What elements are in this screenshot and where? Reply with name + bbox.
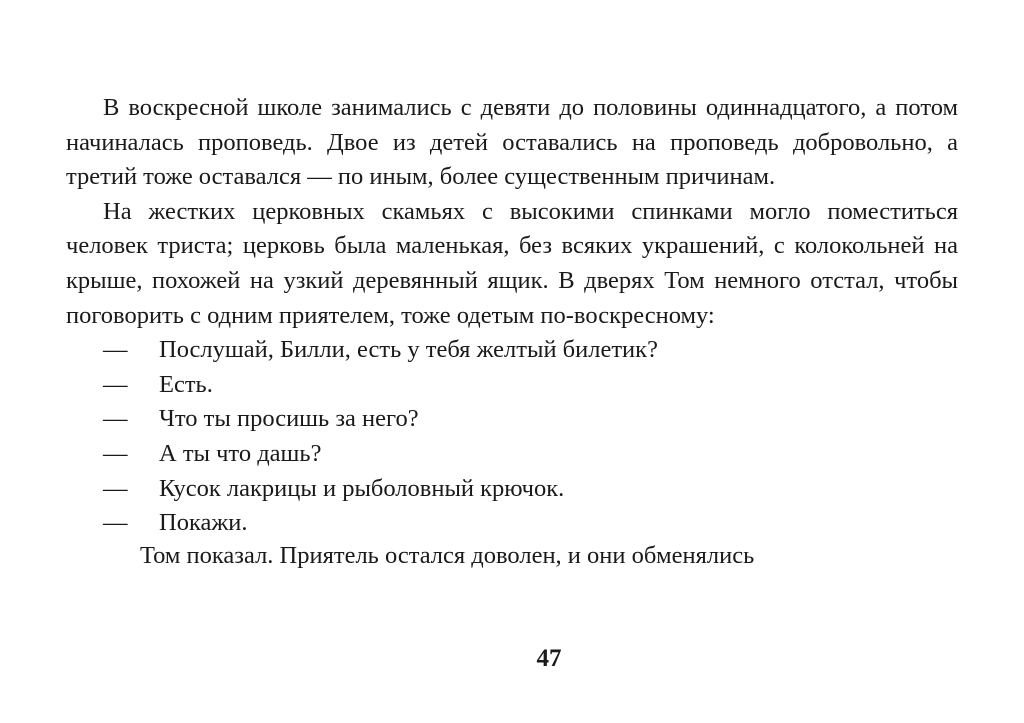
page-number: 47 xyxy=(536,645,562,672)
dialogue-text: Послушай, Билли, есть у тебя желтый билетик? xyxy=(159,336,658,364)
dialogue-text: Кусок лакрицы и рыболовный крючок. xyxy=(159,474,565,502)
dialogue-line-6 xyxy=(66,506,958,541)
dialogue-dash: — xyxy=(103,370,128,398)
dialogue-line-3 xyxy=(66,402,958,437)
dialogue-text: Что ты просишь за него? xyxy=(159,405,419,433)
dialogue-dash: — xyxy=(103,336,128,364)
dialogue-line-4 xyxy=(66,437,958,472)
dialogue-line-2 xyxy=(66,368,958,403)
dialogue-dash: — xyxy=(103,474,128,502)
dialogue-dash: — xyxy=(103,439,128,467)
page-text xyxy=(66,91,958,575)
final-line: Том показал. Приятель остался доволен, и они обменялись xyxy=(140,541,755,569)
paragraph-2: На жестких церковных скамьях с высокими спинками могло поместиться человек триста; церковь была маленькая, без всяких украшений, с колокольней на крыше, похожей на узкий деревянный ящик. В дверях Том немного отстал, чтобы поговорить с одним приятелем, тоже одетым по-воскресному: xyxy=(66,197,958,329)
dialogue-line-1 xyxy=(66,333,958,368)
paragraph-1: В воскресной школе занимались с девяти до половины одиннадцатого, а потом начиналась проповедь. Двое из детей оставались на проповедь добровольно, а третий тоже оставался — по иным, более существенным причинам. xyxy=(66,94,958,191)
dialogue-dash: — xyxy=(103,509,128,537)
dialogue-text: Есть. xyxy=(159,370,213,398)
dialogue-text: А ты что дашь? xyxy=(159,439,322,467)
dialogue-text: Покажи. xyxy=(159,509,248,537)
dialogue-dash: — xyxy=(103,405,128,433)
dialogue-line-5 xyxy=(66,472,958,507)
